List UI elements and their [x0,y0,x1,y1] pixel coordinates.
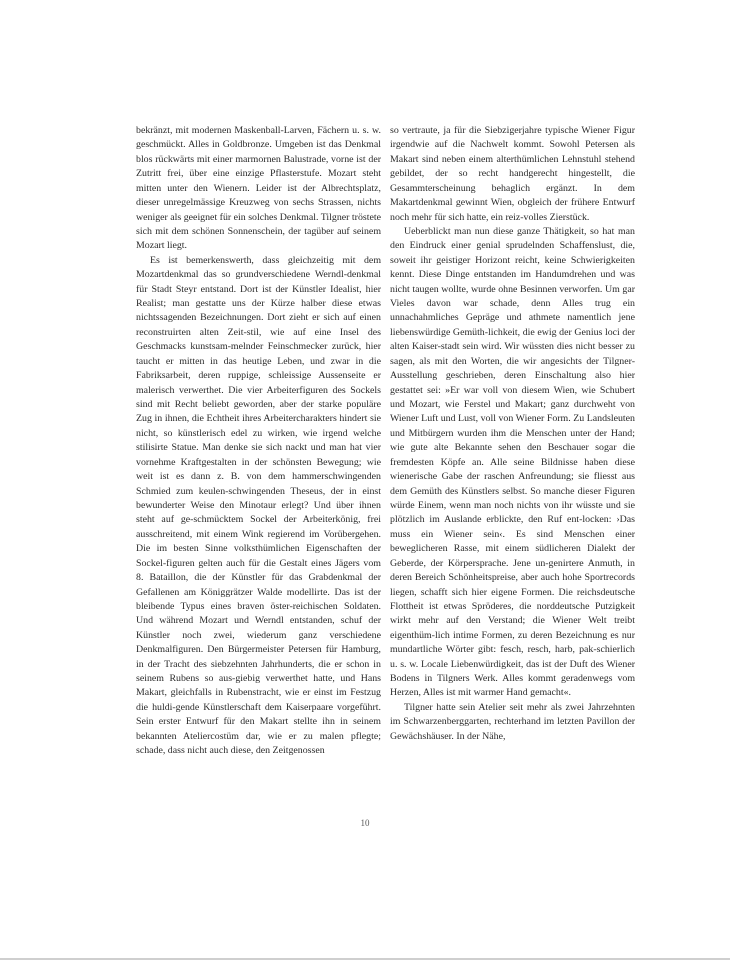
paragraph: bekränzt, mit modernen Maskenball-Larven, Fächern u. s. w. geschmückt. Alles in Goldbronze. Umgeben ist das Denkmal blos rückwärts mit einer marmornen Balustrade, vorne ist der Zutritt frei, über eine einzige Pflasterstufe. Mozart steht mitten unter den Wienern. Leider ist der Albrechtsplatz, dieser unregelmässige Kreuzweg von sechs Strassen, nichts weniger als geeignet für ein solches Denkmal. Tilgner tröstete sich mit dem schönen Sonnenschein, der tagüber auf seinem Mozart liegt. [136,125,381,252]
page-number: 10 [360,818,370,828]
right-text-column [390,124,635,744]
left-text-column [136,124,381,759]
paragraph: Ueberblickt man nun diese ganze Thätigkeit, so hat man den Eindruck einer genial sprudelnden Schaffenslust, die, soweit ihr geistiger Horizont reicht, keine Schwierigkeiten kennt. Diese Dinge entstanden im Handumdrehen und was nicht taugen wollte, wurde ohne Besinnen verworfen. Um gar Vieles davon war schade, denn Alles trug ein unnachahmliches Gepräge und athmete namentlich jene liebenswürdige Gemüth-lichkeit, die ewig der Genius loci der alten Kaiser-stadt sein wird. Wir wüssten dies nicht besser zu sagen, als mit den Worten, die wir angesichts der Tilgner-Ausstellung geschrieben, deren Einschaltung also hier gestattet sei: »Er war voll von diesem Wien, wie Schubert und Mozart, wie Ferstel und Makart; ganz durchweht von Wiener Luft und Lust, voll von Wiener Form. Zu Landsleuten und Mitbürgern wurden ihm die Menschen unter der Hand; wie gute alte Bekannte sehen den Beschauer sogar die fremdesten Köpfe an. Alle seine Bildnisse haben diese wienerische Gabe der raschen Anfreundung; sie fliesst aus dem Gemüth des Künstlers selbst. So manche dieser Figuren würde Einem, wenn man noch nichts von ihr wüsste und sie plötzlich im Auslande erblickte, den Ruf ent-locken: ›Das muss ein Wiener sein‹. Es sind Menschen einer beweglicheren Rasse, mit einem südlicheren Dialekt der Geberde, der Körpersprache. Jene un-genirtere Anmuth, in deren Bereich Schönheitspreise, aber auch hohe Sportrecords liegen, schafft sich hier eigene Formen. Die reichsdeutsche Flottheit ist etwas Spröderes, die norddeutsche Putzigkeit wirkt mehr auf den Verstand; die Wiener Welt treibt eigenthüm-lich intime Formen, zu deren Bezeichnung es nur mundartliche Wörter gibt: fesch, resch, harb, pak-schierlich u. s. w. Locale Liebenwürdigkeit, das ist der Duft des Wiener Bodens in Tilgners Werk. Alles kommt geradenwegs vom Herzen, Alles ist mit warmer Hand gemacht«. [390,225,635,699]
paragraph: so vertraute, ja für die Siebzigerjahre typische Wiener Figur irgendwie auf die Nachwelt kommt. Sowohl Petersen als Makart sind neben einem alterthümlichen Lehnstuhl stehend gebildet, der so recht handgerecht hingestellt, die Gesammterscheinung behaglich ergänzt. In dem Makartdenkmal gewinnt Wien, obgleich der frühere Entwurf noch mehr für sich hatte, ein reiz-volles Zierstück. [390,125,635,223]
paragraph: Tilgner hatte sein Atelier seit mehr als zwei Jahrzehnten im Schwarzenberggarten, rechterhand im letzten Pavillon der Gewächshäuser. In der Nähe, [390,701,635,742]
paragraph: Es ist bemerkenswerth, dass gleichzeitig mit dem Mozartdenkmal das so grundverschiedene Werndl-denkmal für Stadt Steyr entstand. Dort ist der Künstler Idealist, hier Realist; man gestatte uns der Kürze halber diese etwas nichtssagenden Bezeichnungen. Dort zieht er sich auf einen reconstruirten alten Zeit-stil, wie auf eine Insel des Geschmacks kunstsam-melnder Feinschmecker zurück, hier taucht er mitten in das heutige Leben, und zwar in die Fabriksarbeit, deren ruppige, schleissige Aussenseite er malerisch verwerthet. Die vier Arbeiterfiguren des Sockels sind mit Recht beliebt geworden, aber der starke populäre Zug in ihnen, die Echtheit ihres Arbeitercharakters hindert sie nicht, so künstlerisch edel zu wirken, wie irgend welche stilisirte Statue. Man denke sie sich nackt und man hat vier vornehme Kraftgestalten in der schönsten Bewegung; wie weit ist es dann z. B. von dem hammerschwingenden Schmied zum keulen-schwingenden Theseus, der in einst bewunderter Weise den Minotaur erlegt? Und über ihnen steht auf ge-schmücktem Sockel der Arbeiterkönig, frei ausschreitend, mit einem Wink regierend im Vorübergehen. Die im besten Sinne volksthümlichen Eigenschaften der Sockel-figuren gelten auch für die Gestalt eines Jägers vom 8. Bataillon, die der Künstler für das Grabdenkmal der Gefallenen am Königgrätzer Walde modellirte. Das ist der bleibende Typus eines braven öster-reichischen Soldaten. Und während Mozart und Werndl entstanden, schuf der Künstler noch zwei, wiederum ganz verschiedene Denkmalfiguren. Den Bürgermeister Petersen für Hamburg, in der Tracht des siebzehnten Jahrhunderts, die er schon in seinem Rubens so aus-giebig verwerthet hatte, und Hans Makart, gleichfalls in Rubenstracht, wie er einst im Festzug die huldi-gende Künstlerschaft dem Kaiserpaare vorgeführt. Sein erster Entwurf für den Makart stellte ihn in seinem bekannten Ateliercostüm dar, wie er zu malen pflegte; schade, dass nicht auch diese, den Zeitgenossen [136,254,381,757]
